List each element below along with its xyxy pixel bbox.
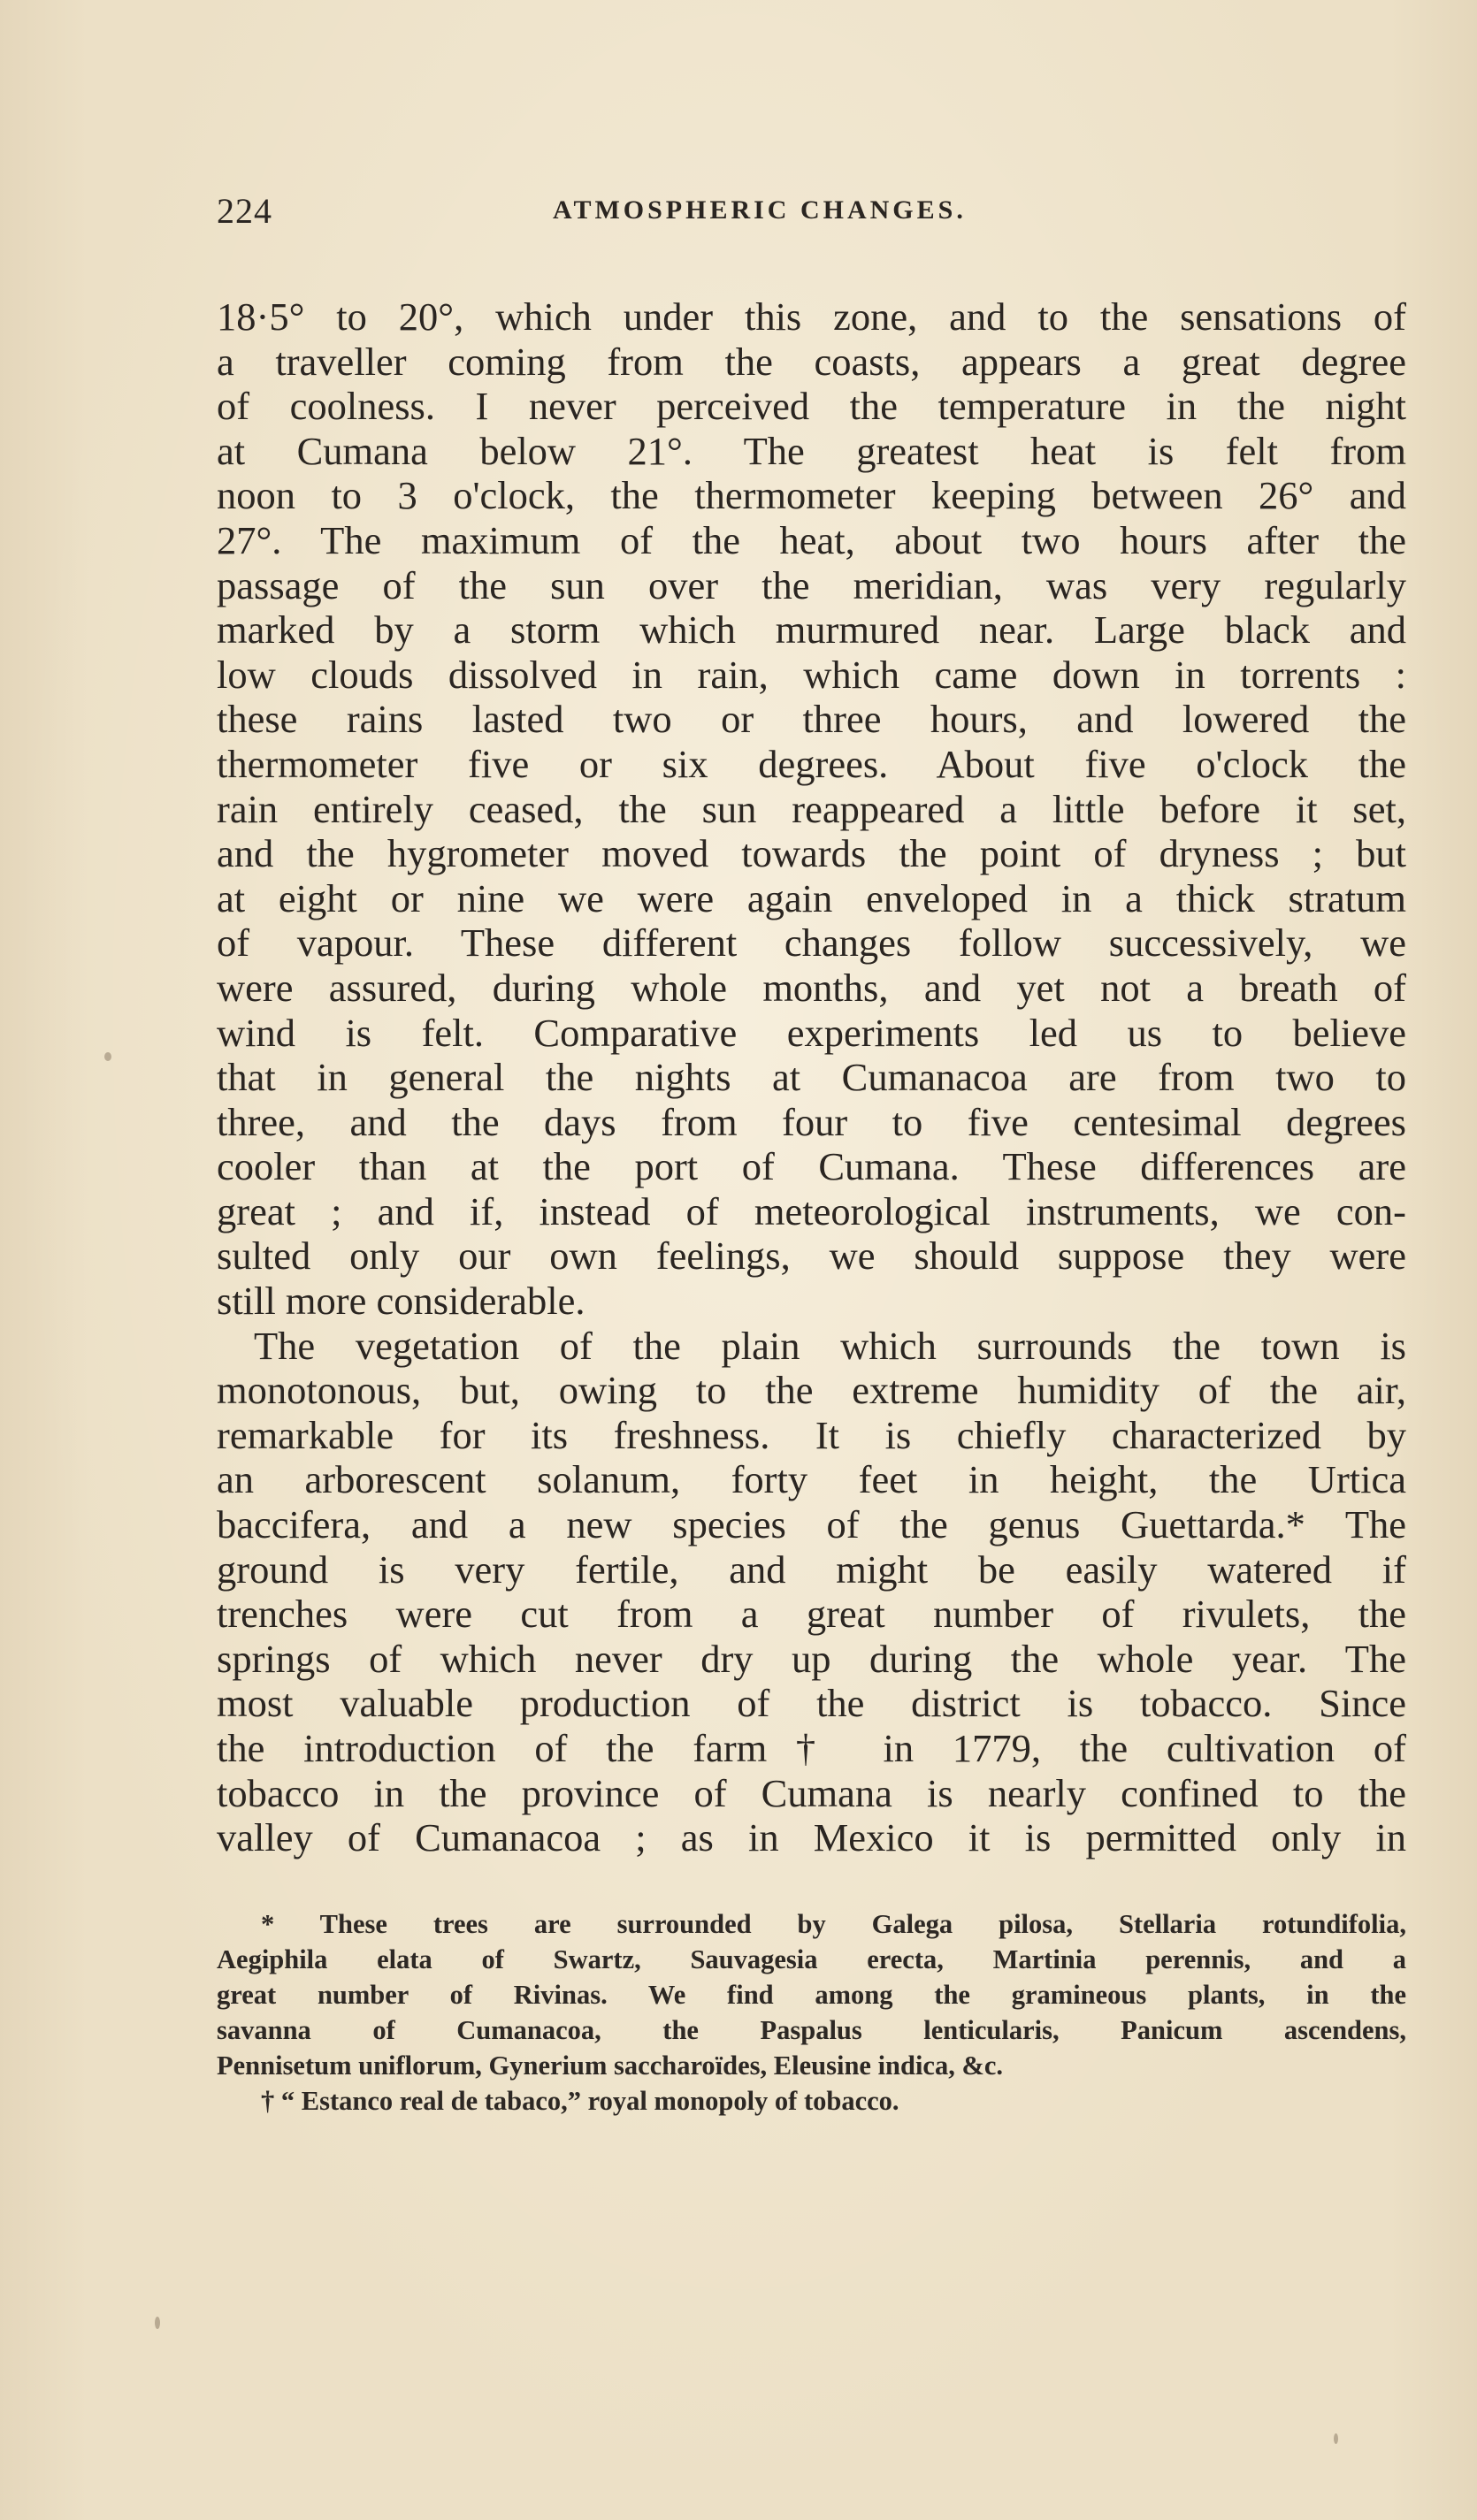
text-line: a traveller coming from the coasts, appears a great degree [217, 339, 1406, 384]
text-line: great ; and if, instead of meteorological instruments, we con- [217, 1188, 1406, 1233]
footnotes [217, 1906, 1406, 2119]
text-line: 27°. The maximum of the heat, about two hours after the [217, 517, 1406, 562]
footnote-line: † “ Estanco real de tabaco,” royal monopoly of tobacco. [261, 2085, 899, 2116]
text-line: the introduction of the farm† in 1779, the cultivation of [217, 1726, 1406, 1770]
running-title: ATMOSPHERIC CHANGES. [553, 195, 967, 225]
text-line: at eight or nine we were again enveloped in a thick stratum [217, 875, 1406, 920]
text-line: sulted only our own feelings, we should suppose they were [217, 1233, 1406, 1279]
text-line: remarkable for its freshness. It is chiefly characterized by [217, 1412, 1406, 1457]
footnote-line: savanna of Cumanacoa, the Paspalus lenticularis, Panicum ascendens, [217, 2014, 1406, 2045]
text-line: monotonous, but, owing to the extreme humidity of the air, [217, 1368, 1406, 1413]
text-line: 18·5° to 20°, which under this zone, and to the sensations of [217, 294, 1406, 339]
text-line: wind is felt. Comparative experiments led us to believe [217, 1010, 1406, 1055]
text-line: were assured, during whole months, and yet not a breath of [217, 965, 1406, 1010]
page-number: 224 [217, 191, 272, 231]
text-line: thermometer five or six degrees. About five o'clock the [217, 741, 1406, 786]
text-line: marked by a storm which murmured near. Large black and [217, 607, 1406, 653]
text-line: low clouds dissolved in rain, which came down in torrents : [217, 652, 1406, 697]
footnote-line: Aegiphila elata of Swartz, Sauvagesia erecta, Martinia perennis, and a [217, 1943, 1406, 1974]
text-line: springs of which never dry up during the whole year. The [217, 1636, 1406, 1681]
text-line: baccifera, and a new species of the genus Guettarda.* The [217, 1502, 1406, 1547]
ink-speck [104, 1052, 111, 1061]
ink-speck [1334, 2433, 1338, 2444]
footnote-line: great number of Rivinas. We find among the gramineous plants, in the [217, 1979, 1406, 2010]
text-line: tobacco in the province of Cumana is nearly confined to the [217, 1770, 1406, 1815]
text-line: these rains lasted two or three hours, and lowered the [217, 697, 1406, 742]
text-line: noon to 3 o'clock, the thermometer keeping between 26° and [217, 473, 1406, 518]
text-line: and the hygrometer moved towards the point of dryness ; but [217, 831, 1406, 876]
text-line: ground is very fertile, and might be easily watered if [217, 1546, 1406, 1592]
running-head [217, 190, 1406, 252]
body-text [217, 294, 1406, 1860]
ink-speck [155, 2317, 160, 2329]
text-line: at Cumana below 21°. The greatest heat is felt from [217, 428, 1406, 473]
text-line: of vapour. These different changes follow successively, we [217, 920, 1406, 966]
text-line: passage of the sun over the meridian, was very regularly [217, 562, 1406, 607]
text-line: still more considerable. [217, 1279, 585, 1324]
book-page [217, 190, 1406, 2119]
footnote-line: Pennisetum uniflorum, Gynerium saccharoïdes, Eleusine indica, &c. [217, 2050, 1004, 2081]
text-line: of coolness. I never perceived the temperature in the night [217, 384, 1406, 429]
text-line: valley of Cumanacoa ; as in Mexico it is permitted only in [217, 1815, 1406, 1860]
text-line: The vegetation of the plain which surrounds the town is [254, 1323, 1406, 1368]
text-line: an arborescent solanum, forty feet in height, the Urtica [217, 1457, 1406, 1502]
text-line: trenches were cut from a great number of rivulets, the [217, 1592, 1406, 1637]
text-line: rain entirely ceased, the sun reappeared a little before it set, [217, 786, 1406, 831]
text-line: most valuable production of the district is tobacco. Since [217, 1681, 1406, 1726]
text-line: cooler than at the port of Cumana. These differences are [217, 1144, 1406, 1189]
text-line: that in general the nights at Cumanacoa are from two to [217, 1055, 1406, 1100]
footnote-line: * These trees are surrounded by Galega pilosa, Stellaria rotundifolia, [261, 1908, 1406, 1939]
text-line: three, and the days from four to five centesimal degrees [217, 1099, 1406, 1144]
